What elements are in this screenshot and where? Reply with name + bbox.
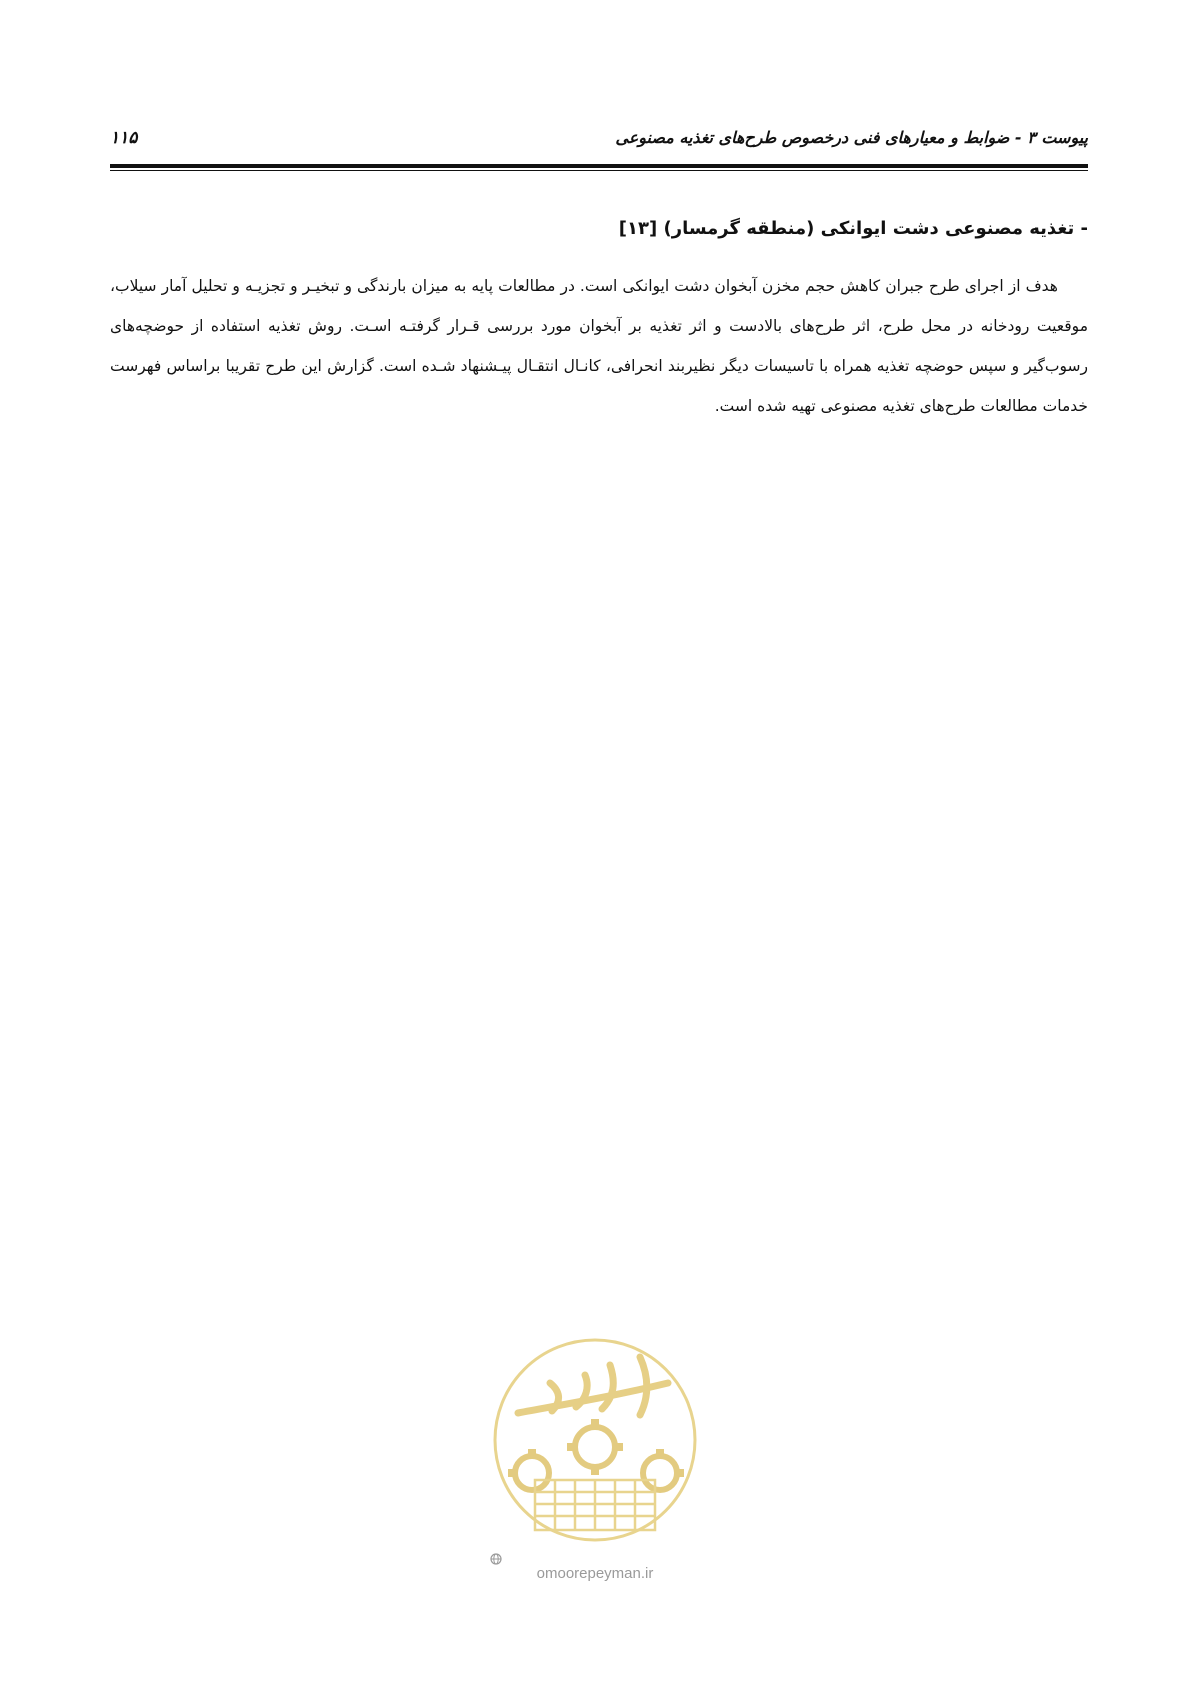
watermark-logo-icon: [490, 1335, 700, 1545]
body-paragraph: هدف از اجرای طرح جبران کاهش حجم مخزن آبخوان دشت ایوانکی است. در مطالعات پایه به میزان بارندگی و تبخیـر و تجزیـه و تحلیل آمار سیلاب، موقعیت رودخانه در محل طرح، اثر طرح‌های بالادست و اثر تغذیه بر آبخوان مورد بررسی قـرار گرفتـه اسـت. روش تغذیه استفاده از حوضچه‌های رسوب‌گیر و سپس حوضچه تغذیه همراه با تاسیسات دیگر نظیربند انحرافی، کانـال انتقـال پیـشنهاد شـده است. گزارش این طرح تقریبا براساس فهرست خدمات مطالعات طرح‌های تغذیه مصنوعی تهیه شده است.: [110, 277, 1088, 415]
watermark-url-text: omoorepeyman.ir: [536, 1565, 654, 1582]
page-header: [110, 128, 1088, 158]
header-divider-thick: [110, 164, 1088, 168]
page-number: ۱۱۵: [110, 128, 138, 148]
watermark: [490, 1335, 700, 1585]
header-divider-thin: [110, 170, 1088, 171]
globe-icon: [490, 1553, 502, 1565]
section-heading: - تغذیه مصنوعی دشت ایوانکی (منطقه گرمسار) [۱۳]: [618, 218, 1088, 239]
running-header-title: پیوست ۳ - ضوابط و معیارهای فنی درخصوص طرح‌های تغذیه مصنوعی: [615, 128, 1088, 147]
watermark-url: [490, 1553, 700, 1582]
